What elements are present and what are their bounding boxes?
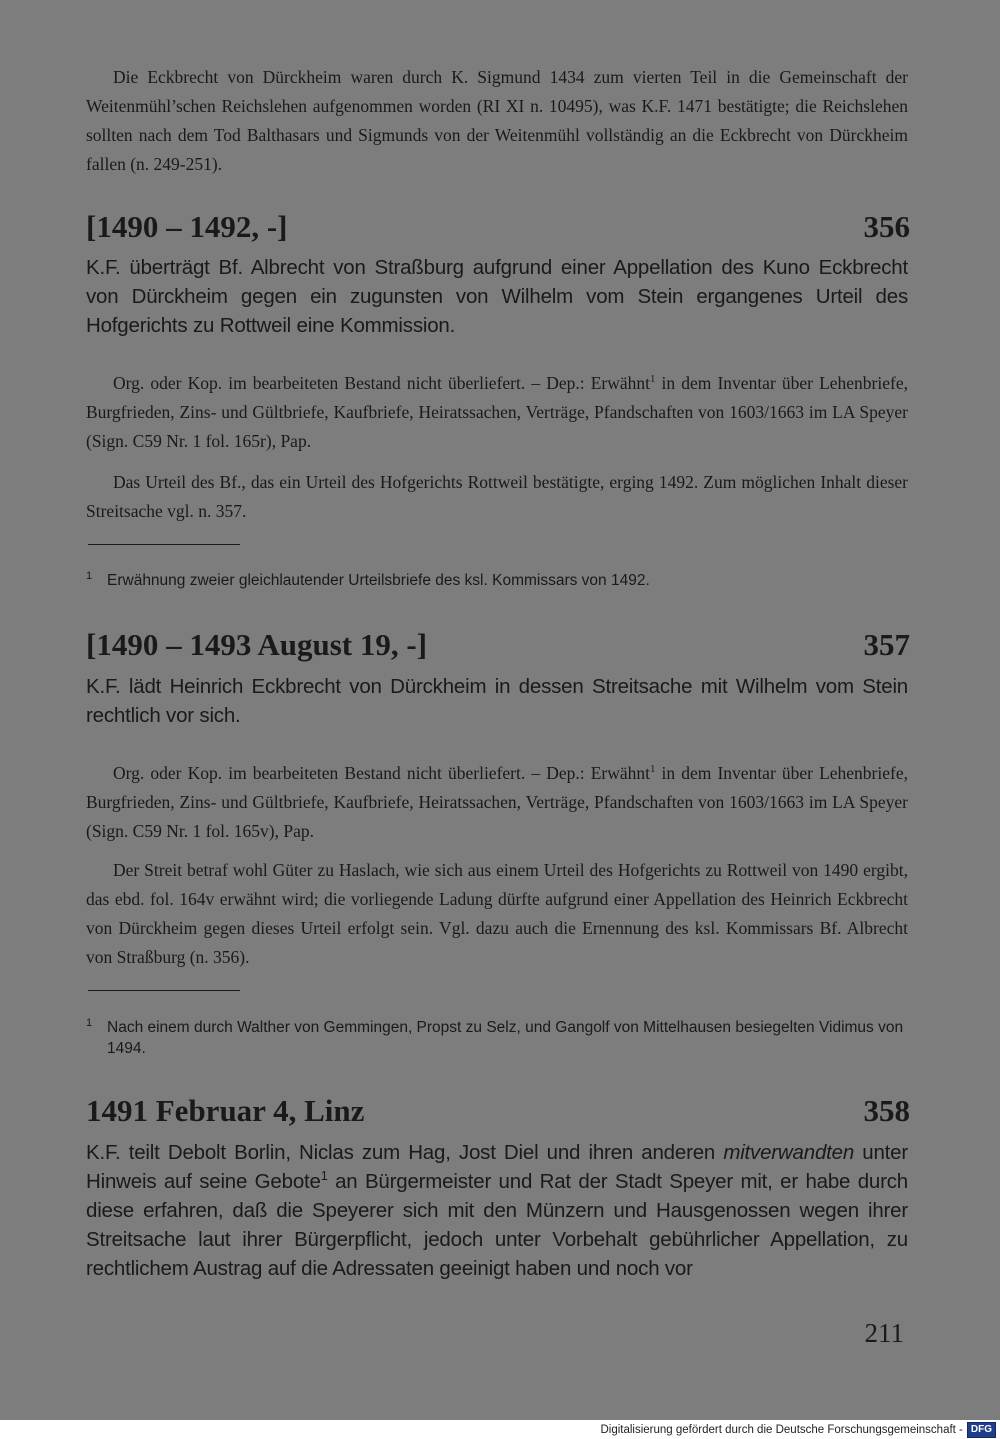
- regest-italic-term: mitverwandten: [723, 1141, 855, 1164]
- footnote-ref: 1: [320, 1168, 328, 1184]
- footnote-divider: [88, 544, 240, 545]
- source-part-a: Org. oder Kop. im bearbeiteten Bestand nicht überliefert. – Dep.: Erwähnt: [113, 763, 650, 783]
- intro-text: Die Eckbrecht von Dürckheim waren durch K. Sigmund 1434 zum vierten Teil in die Gemeinschaft der Weitenmühl’schen Reichslehen aufgenommen worden (RI XI n. 10495), was K.F. 1471 bestätigte; die Reichslehen sollten nach dem Tod Balthasars und Sigmunds von der Weitenmühl vollständig an die Eckbrecht von Dürckheim fallen (n. 249-251).: [86, 67, 908, 174]
- footnote-divider: [88, 990, 240, 991]
- entry-number: 356: [863, 209, 910, 244]
- regest-text: K.F. lädt Heinrich Eckbrecht von Dürckheim in dessen Streitsache mit Wilhelm vom Stein rechtlich vor sich.: [86, 675, 908, 727]
- funding-footer: [600, 1420, 1000, 1439]
- footnote-ref: 1: [649, 373, 656, 386]
- source-part-b: in dem Inventar über Lehenbriefe, Burgfrieden, Zins- und Gültbriefe, Kaufbriefe, Heiratssachen, Verträge, Pfandschaften von 1603/1663 im LA Speyer (Sign. C59 Nr. 1 fol. 165v), Pap.: [86, 763, 908, 841]
- source-text: [86, 759, 908, 846]
- regest-text: [86, 1138, 908, 1283]
- regest-part-b: unter Hinweis auf seine Gebote: [86, 1141, 908, 1193]
- page-number: 211: [864, 1318, 904, 1348]
- dfg-logo-icon: DFG: [967, 1422, 996, 1438]
- entry-regest-358: [86, 1138, 908, 1283]
- entry-date: [1490 – 1493 August 19, -]: [86, 627, 428, 662]
- regest-part-a: K.F. teilt Debolt Borlin, Niclas zum Hag, Jost Diel und ihren anderen: [86, 1141, 724, 1164]
- footnote-mark: 1: [86, 1017, 93, 1029]
- comment-text: Das Urteil des Bf., das ein Urteil des Hofgerichts Rottweil bestätigte, erging 1492. Zum möglichen Inhalt dieser Streitsache vgl. n. 357.: [86, 472, 908, 521]
- entry-regest-357: [86, 672, 908, 730]
- footnote-mark: 1: [86, 570, 93, 582]
- footnote-ref: 1: [649, 763, 656, 776]
- intro-paragraph: [86, 63, 908, 179]
- entry-number: 357: [863, 627, 910, 662]
- entry-comment-357: [86, 856, 908, 972]
- footnote-text: Erwähnung zweier gleichlautender Urteilsbriefe des ksl. Kommissars von 1492.: [107, 572, 650, 589]
- entry-date: 1491 Februar 4, Linz: [86, 1093, 365, 1128]
- source-text: [86, 369, 908, 456]
- source-part-b: in dem Inventar über Lehenbriefe, Burgfrieden, Zins- und Gültbriefe, Kaufbriefe, Heiratssachen, Verträge, Pfandschaften von 1603/1663 im LA Speyer (Sign. C59 Nr. 1 fol. 165r), Pap.: [86, 373, 908, 451]
- comment-text: Der Streit betraf wohl Güter zu Haslach, wie sich aus einem Urteil des Hofgerichts zu Rottweil von 1490 ergibt, das ebd. fol. 164v erwähnt wird; die vorliegende Ladung dürfte aufgrund einer Appellation des Heinrich Eckbrecht von Dürckheim gegen dieses Urteil erfolgt sein. Vgl. dazu auch die Ernennung des ksl. Kommissars Bf. Albrecht von Straßburg (n. 356).: [86, 860, 908, 967]
- footer-text: Digitalisierung gefördert durch die Deutsche Forschungsgemeinschaft -: [600, 1423, 963, 1436]
- entry-regest-356: [86, 253, 908, 340]
- entry-number: 358: [863, 1093, 910, 1128]
- regest-part-c: an Bürgermeister und Rat der Stadt Speyer mit, er habe durch diese erfahren, daß die Speyerer sich mit den Münzern und Hausgenossen wegen ihrer Streitsache laut ihrer Bürgerpflicht, jedoch unter Vorbehalt gebührlicher Appellation, zu rechtlichem Austrag auf die Adressaten geeinigt haben und noch vor: [86, 1170, 908, 1280]
- regest-text: K.F. überträgt Bf. Albrecht von Straßburg aufgrund einer Appellation des Kuno Eckbrecht von Dürckheim gegen ein zugunsten von Wilhelm vom Stein ergangenes Urteil des Hofgerichts zu Rottweil eine Kommission.: [86, 256, 908, 337]
- entry-source-356: [86, 369, 908, 456]
- entry-date: [1490 – 1492, -]: [86, 209, 288, 244]
- entry-source-357: [86, 759, 908, 846]
- footnote-text: Nach einem durch Walther von Gemmingen, Propst zu Selz, und Gangolf von Mittelhausen besiegelten Vidimus von 1494.: [107, 1019, 904, 1057]
- entry-comment-356: [86, 468, 908, 526]
- source-part-a: Org. oder Kop. im bearbeiteten Bestand nicht überliefert. – Dep.: Erwähnt: [113, 373, 650, 393]
